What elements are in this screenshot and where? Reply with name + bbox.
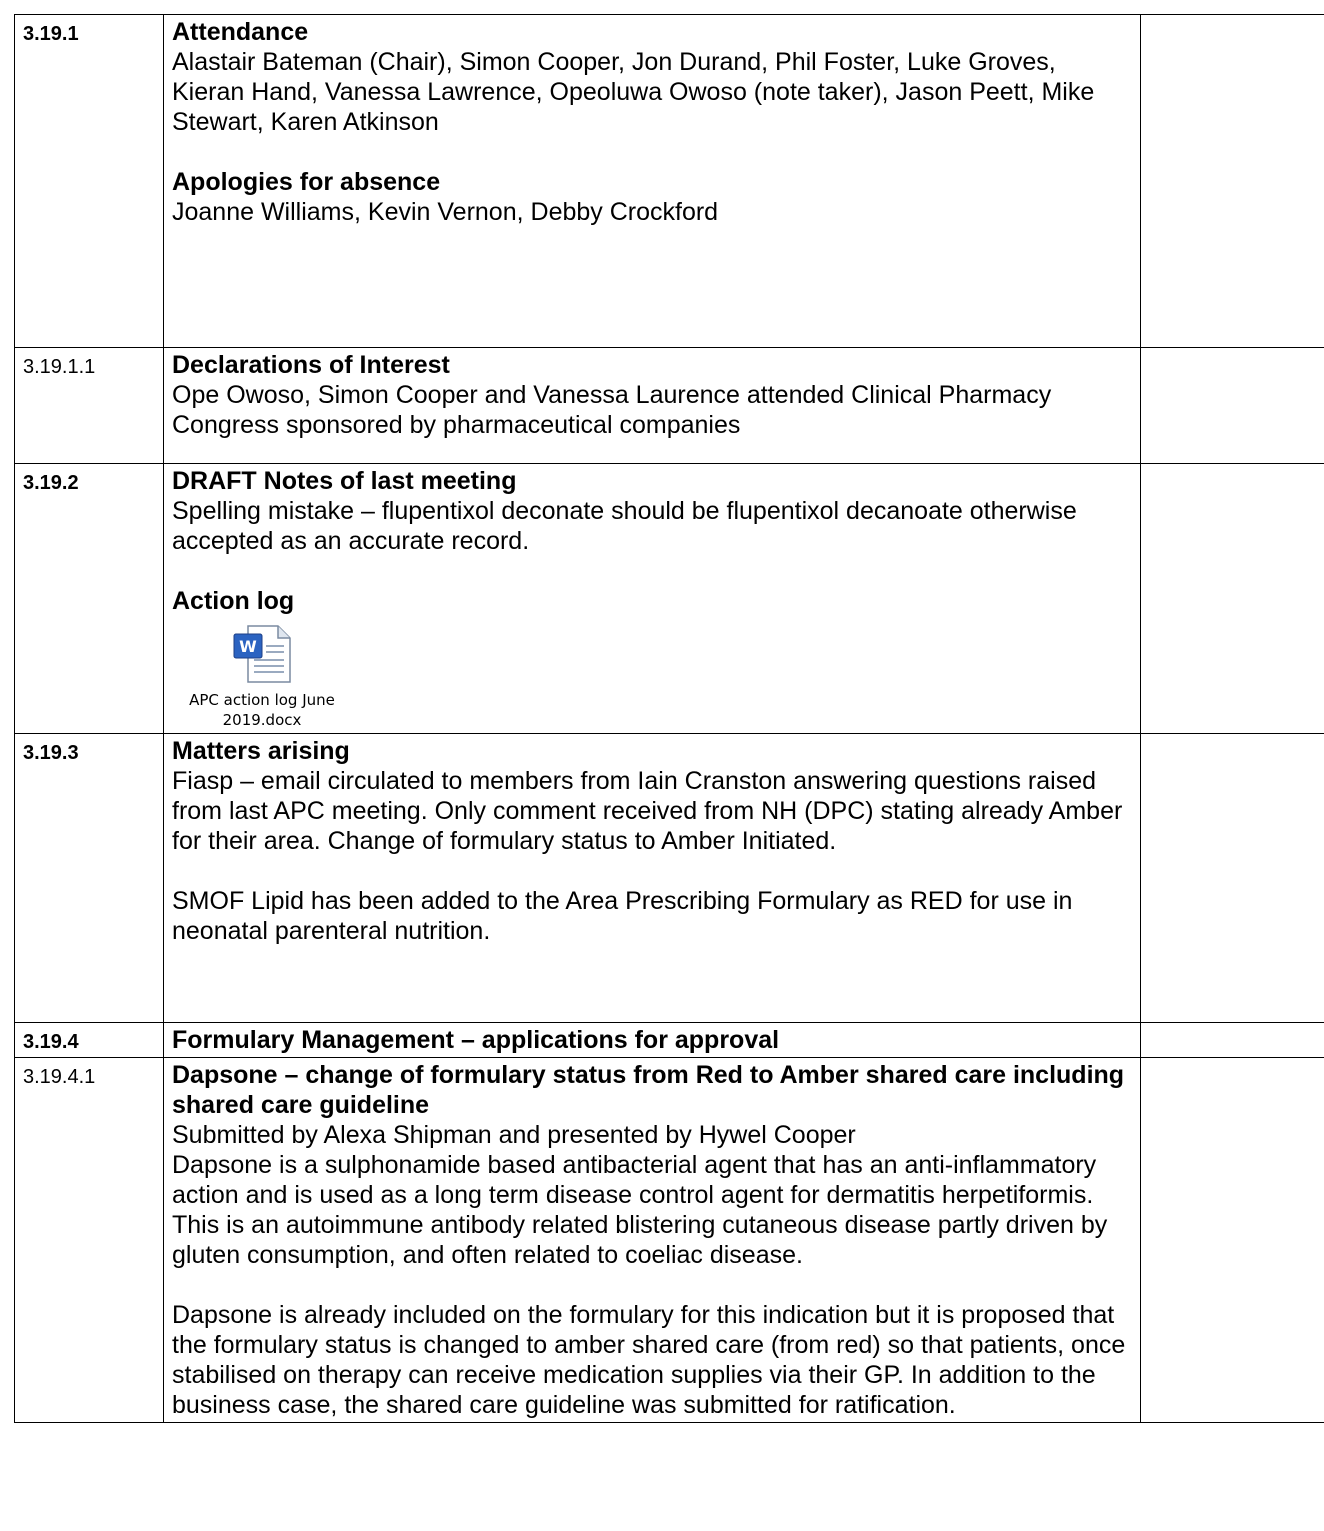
svg-text:W: W xyxy=(239,637,257,656)
dapsone-proposal: Dapsone is already included on the formulary for this indication but it is proposed that the formulary status is changed to amber shared care (from red) so that patients, once stabilised on therapy can receive medication supplies via their GP. In addition to the business case, the shared care guideline was submitted for ratification. xyxy=(172,1301,1126,1419)
table-row xyxy=(15,464,1324,734)
section-heading: Attendance xyxy=(172,18,309,46)
dapsone-description: Dapsone is a sulphonamide based antibacterial agent that has an anti-inflammatory action and is used as a long term disease control agent for dermatitis herpetiformis. This is an autoimmune antibody related blistering cutaneous disease partly driven by gluten consumption, and often related to coeliac disease. xyxy=(172,1151,1108,1269)
spacer xyxy=(172,137,1134,167)
apologies-text: Joanne Williams, Kevin Vernon, Debby Crockford xyxy=(172,198,719,226)
spacer xyxy=(172,556,1134,586)
attachment-filename-line2: 2019.docx xyxy=(222,711,302,729)
section-heading: Declarations of Interest xyxy=(172,351,450,379)
embedded-document-attachment[interactable] xyxy=(172,624,352,730)
item-number-cell xyxy=(15,734,164,1023)
action-log-heading: Action log xyxy=(172,587,295,615)
table-row xyxy=(15,1058,1324,1423)
action-cell xyxy=(1141,464,1324,734)
item-number-cell xyxy=(15,464,164,734)
section-heading: Matters arising xyxy=(172,737,350,765)
item-number: 3.19.1.1 xyxy=(23,356,96,378)
table-row xyxy=(15,734,1324,1023)
item-number-cell xyxy=(15,15,164,348)
item-number: 3.19.3 xyxy=(23,742,79,764)
action-cell xyxy=(1141,1058,1324,1423)
item-number: 3.19.2 xyxy=(23,472,79,494)
submitted-by-text: Submitted by Alexa Shipman and presented by Hywel Cooper xyxy=(172,1121,856,1149)
item-number: 3.19.4 xyxy=(23,1031,79,1053)
item-number-cell xyxy=(15,1023,164,1058)
notes-text: Spelling mistake – flupentixol deconate should be flupentixol decanoate otherwise accepted as an accurate record. xyxy=(172,497,1077,555)
word-document-icon xyxy=(230,624,294,684)
item-body-cell xyxy=(164,464,1141,734)
item-number-cell xyxy=(15,1058,164,1423)
item-body-cell xyxy=(164,1023,1141,1058)
attendees-text: Alastair Bateman (Chair), Simon Cooper, Jon Durand, Phil Foster, Luke Groves, Kieran Hand, Vanessa Lawrence, Opeoluwa Owoso (note taker), Jason Peett, Mike Stewart, Karen Atkinson xyxy=(172,48,1095,136)
minutes-table xyxy=(14,14,1324,1423)
spacer xyxy=(172,1270,1134,1300)
item-number: 3.19.4.1 xyxy=(23,1066,96,1088)
matters-arising-smof: SMOF Lipid has been added to the Area Prescribing Formulary as RED for use in neonatal parenteral nutrition. xyxy=(172,887,1073,945)
spacer xyxy=(172,856,1134,886)
item-body-cell xyxy=(164,348,1141,464)
table-row xyxy=(15,15,1324,348)
matters-arising-fiasp: Fiasp – email circulated to members from Iain Cranston answering questions raised from last APC meeting. Only comment received from NH (DPC) stating already Amber for their area. Change of formulary status to Amber Initiated. xyxy=(172,767,1123,855)
section-heading: Formulary Management – applications for approval xyxy=(172,1026,780,1054)
table-row xyxy=(15,348,1324,464)
action-cell xyxy=(1141,15,1324,348)
action-cell xyxy=(1141,348,1324,464)
section-heading: DRAFT Notes of last meeting xyxy=(172,467,517,495)
action-cell xyxy=(1141,1023,1324,1058)
attachment-filename-line1: APC action log June xyxy=(189,691,335,709)
section-heading: Dapsone – change of formulary status from Red to Amber shared care including shared care guideline xyxy=(172,1061,1125,1119)
table-row xyxy=(15,1023,1324,1058)
item-body-cell xyxy=(164,1058,1141,1423)
item-number: 3.19.1 xyxy=(23,23,79,45)
declarations-text: Ope Owoso, Simon Cooper and Vanessa Laurence attended Clinical Pharmacy Congress sponsored by pharmaceutical companies xyxy=(172,381,1052,439)
item-number-cell xyxy=(15,348,164,464)
apologies-heading: Apologies for absence xyxy=(172,168,441,196)
item-body-cell xyxy=(164,734,1141,1023)
action-cell xyxy=(1141,734,1324,1023)
item-body-cell xyxy=(164,15,1141,348)
